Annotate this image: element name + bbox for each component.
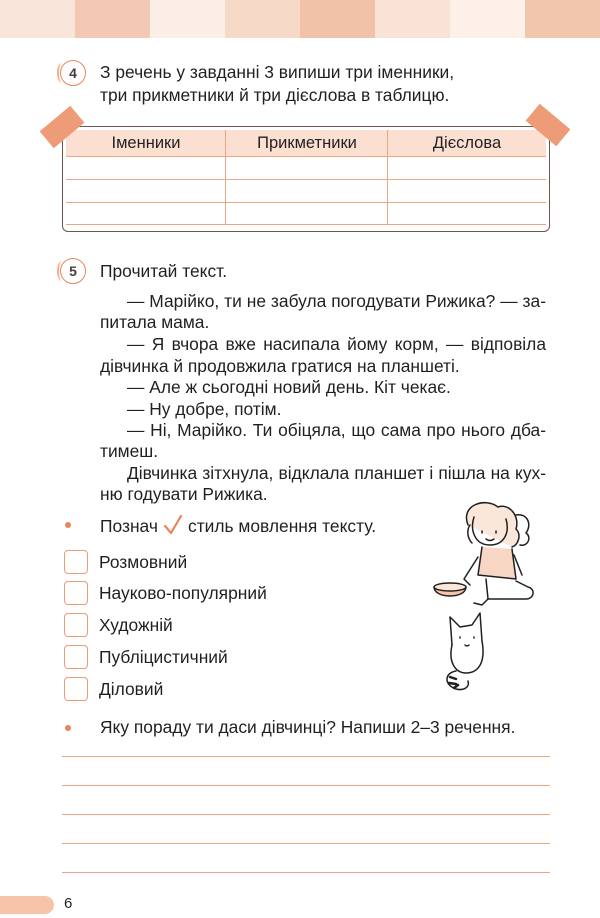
column-divider <box>225 130 226 224</box>
passage-line: тимеш. <box>100 441 159 461</box>
task-number-badge <box>60 60 86 86</box>
header-band-segment <box>150 0 225 38</box>
checkbox-publicistic[interactable] <box>64 645 88 669</box>
girl-feeding-cat-illustration <box>430 495 542 695</box>
bullet1-text-after: стиль мовлення тексту. <box>188 516 377 536</box>
task5-intro: Прочитай текст. <box>100 261 228 281</box>
answer-line[interactable] <box>62 756 550 757</box>
passage-line: Дівчинка зітхнула, відклала планшет і пішла на кух- <box>127 463 546 483</box>
task-number: 4 <box>69 65 77 81</box>
option-label-business: Діловий <box>99 679 164 699</box>
checkbox-business[interactable] <box>64 677 88 701</box>
header-band <box>0 0 600 38</box>
word-table <box>62 126 550 232</box>
header-band-segment <box>0 0 75 38</box>
checkbox-artistic[interactable] <box>64 613 88 637</box>
answer-line[interactable] <box>62 843 550 844</box>
page-tab <box>0 896 54 914</box>
passage-line: — Марійко, ти не забула погодувати Рижика? — за- <box>127 291 546 311</box>
task4-instruction-line2: три прикметники й три дієслова в таблицю. <box>100 85 450 105</box>
column-header-nouns: Іменники <box>111 134 181 152</box>
row-divider <box>66 202 546 203</box>
task4-instruction-line1: З речень у завданні 3 випиши три іменники, <box>100 62 455 82</box>
bullet2-text: Яку пораду ти даси дівчинці? Напиши 2–3 речення. <box>100 717 516 737</box>
column-divider <box>387 130 388 224</box>
bullet1-text-before: Познач <box>100 516 158 536</box>
passage-line: — Ну добре, потім. <box>127 399 282 419</box>
check-mark-icon <box>163 514 183 536</box>
checkbox-popular-science[interactable] <box>64 581 88 605</box>
header-band-segment <box>375 0 450 38</box>
row-divider <box>66 156 546 157</box>
passage-line: дівчинка й продовжила гратися на планшеті. <box>100 356 460 376</box>
row-divider <box>66 224 546 225</box>
column-header-adjectives: Прикметники <box>257 134 357 152</box>
option-label-publicistic: Публіцистичний <box>99 647 228 667</box>
passage-line: питала мама. <box>100 312 210 332</box>
page-number: 6 <box>64 895 73 912</box>
row-divider <box>66 179 546 180</box>
header-band-segment <box>525 0 600 38</box>
option-label-conversational: Розмовний <box>99 552 188 572</box>
answer-line[interactable] <box>62 872 550 873</box>
passage-line: — Але ж сьогодні новий день. Кіт чекає. <box>127 377 451 397</box>
checkbox-conversational[interactable] <box>64 550 88 574</box>
task-number: 5 <box>69 263 77 279</box>
header-band-segment <box>300 0 375 38</box>
bullet-marker <box>65 522 71 528</box>
header-band-segment <box>75 0 150 38</box>
task-number-badge <box>60 258 86 284</box>
option-label-artistic: Художній <box>99 615 173 635</box>
column-header-verbs: Дієслова <box>432 134 502 152</box>
passage-line: — Ні, Марійко. Ти обіцяла, що сама про нього дба- <box>127 420 546 440</box>
answer-line[interactable] <box>62 814 550 815</box>
passage-line: — Я вчора вже насипала йому корм, — відповіла <box>127 334 546 354</box>
header-band-segment <box>450 0 525 38</box>
header-band-segment <box>225 0 300 38</box>
passage-line: ню годувати Рижика. <box>100 484 268 504</box>
answer-line[interactable] <box>62 785 550 786</box>
bullet-marker <box>65 725 71 731</box>
option-label-popular-science: Науково-популярний <box>99 583 267 603</box>
